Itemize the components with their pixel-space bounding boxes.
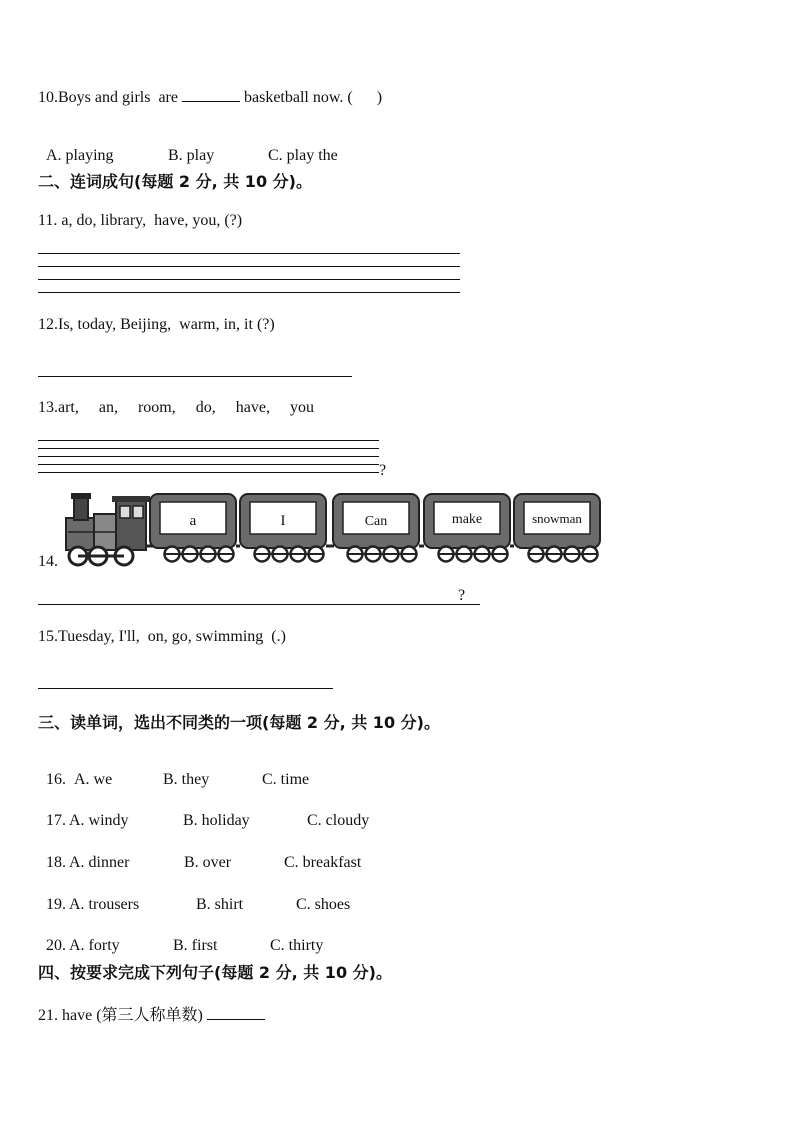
question-number: 19. xyxy=(46,896,66,913)
option-b: B. first xyxy=(173,937,218,954)
option-a: A. windy xyxy=(69,812,129,829)
question-13: 13.art, an, room, do, have, you xyxy=(38,399,314,416)
locomotive-icon xyxy=(66,493,150,565)
option-a: A. dinner xyxy=(69,854,130,871)
answer-blank xyxy=(207,1005,265,1020)
answer-line xyxy=(38,448,379,449)
question-mark: ? xyxy=(379,462,387,479)
train-car xyxy=(424,494,510,562)
answer-line xyxy=(38,464,379,465)
question-17 xyxy=(38,794,369,830)
question-16 xyxy=(38,753,309,789)
answer-line xyxy=(38,604,480,605)
train-car xyxy=(333,494,419,562)
answer-line xyxy=(38,440,379,441)
question-20 xyxy=(38,919,323,955)
question-14-number: 14. xyxy=(38,553,58,570)
option-c: C. thirty xyxy=(270,937,324,954)
train-car xyxy=(240,494,326,562)
answer-line xyxy=(38,253,460,254)
answer-line xyxy=(38,456,379,457)
question-18 xyxy=(38,836,361,872)
option-a: A. forty xyxy=(69,937,120,954)
question-15: 15.Tuesday, I'll, on, go, swimming (.) xyxy=(38,628,286,645)
question-number: 10. xyxy=(38,89,58,106)
answer-line xyxy=(38,292,460,293)
option-a: A. playing xyxy=(46,147,114,164)
answer-line xyxy=(38,472,379,473)
question-number: 18. xyxy=(46,854,66,871)
option-b: B. over xyxy=(184,854,232,871)
answer-blank xyxy=(182,87,240,102)
question-number: 17. xyxy=(46,812,66,829)
word-card: a xyxy=(189,513,197,529)
question-number: 20. xyxy=(46,937,66,954)
section-2-title: 二、连词成句(每题 2 分, 共 10 分)。 xyxy=(38,172,312,191)
answer-line xyxy=(38,279,460,280)
question-10: 10.Boys and girls are basketball now. ( ) xyxy=(38,89,383,106)
option-c: C. shoes xyxy=(296,896,351,913)
option-b: B. they xyxy=(163,771,210,788)
question-12: 12.Is, today, Beijing, warm, in, it (?) xyxy=(38,316,275,333)
word-card: I xyxy=(280,513,286,529)
answer-line xyxy=(38,376,352,377)
word-card: snowman xyxy=(532,511,582,526)
option-c: C. play the xyxy=(268,147,338,164)
word-card: make xyxy=(451,512,483,527)
train-car xyxy=(514,494,600,562)
word-card: Can xyxy=(364,514,388,529)
option-a: A. we xyxy=(74,771,113,788)
question-21: 21. have (第三人称单数) xyxy=(38,1002,265,1025)
train-illustration xyxy=(60,490,620,570)
question-number: 16. xyxy=(46,771,66,788)
question-19 xyxy=(38,878,350,914)
option-c: C. breakfast xyxy=(284,854,362,871)
answer-line xyxy=(38,688,333,689)
option-c: C. cloudy xyxy=(307,812,370,829)
option-c: C. time xyxy=(262,771,310,788)
question-11: 11. a, do, library, have, you, (?) xyxy=(38,212,243,229)
train-car xyxy=(150,494,236,562)
section-3-title: 三、读单词，选出不同类的一项(每题 2 分, 共 10 分)。 xyxy=(38,713,440,732)
option-b: B. shirt xyxy=(196,896,244,913)
option-a: A. trousers xyxy=(69,896,140,913)
section-4-title: 四、按要求完成下列句子(每题 2 分, 共 10 分)。 xyxy=(38,963,392,982)
question-mark: ? xyxy=(458,587,466,604)
option-b: B. play xyxy=(168,147,215,164)
question-10-options xyxy=(38,129,338,165)
answer-line xyxy=(38,266,460,267)
option-b: B. holiday xyxy=(183,812,250,829)
